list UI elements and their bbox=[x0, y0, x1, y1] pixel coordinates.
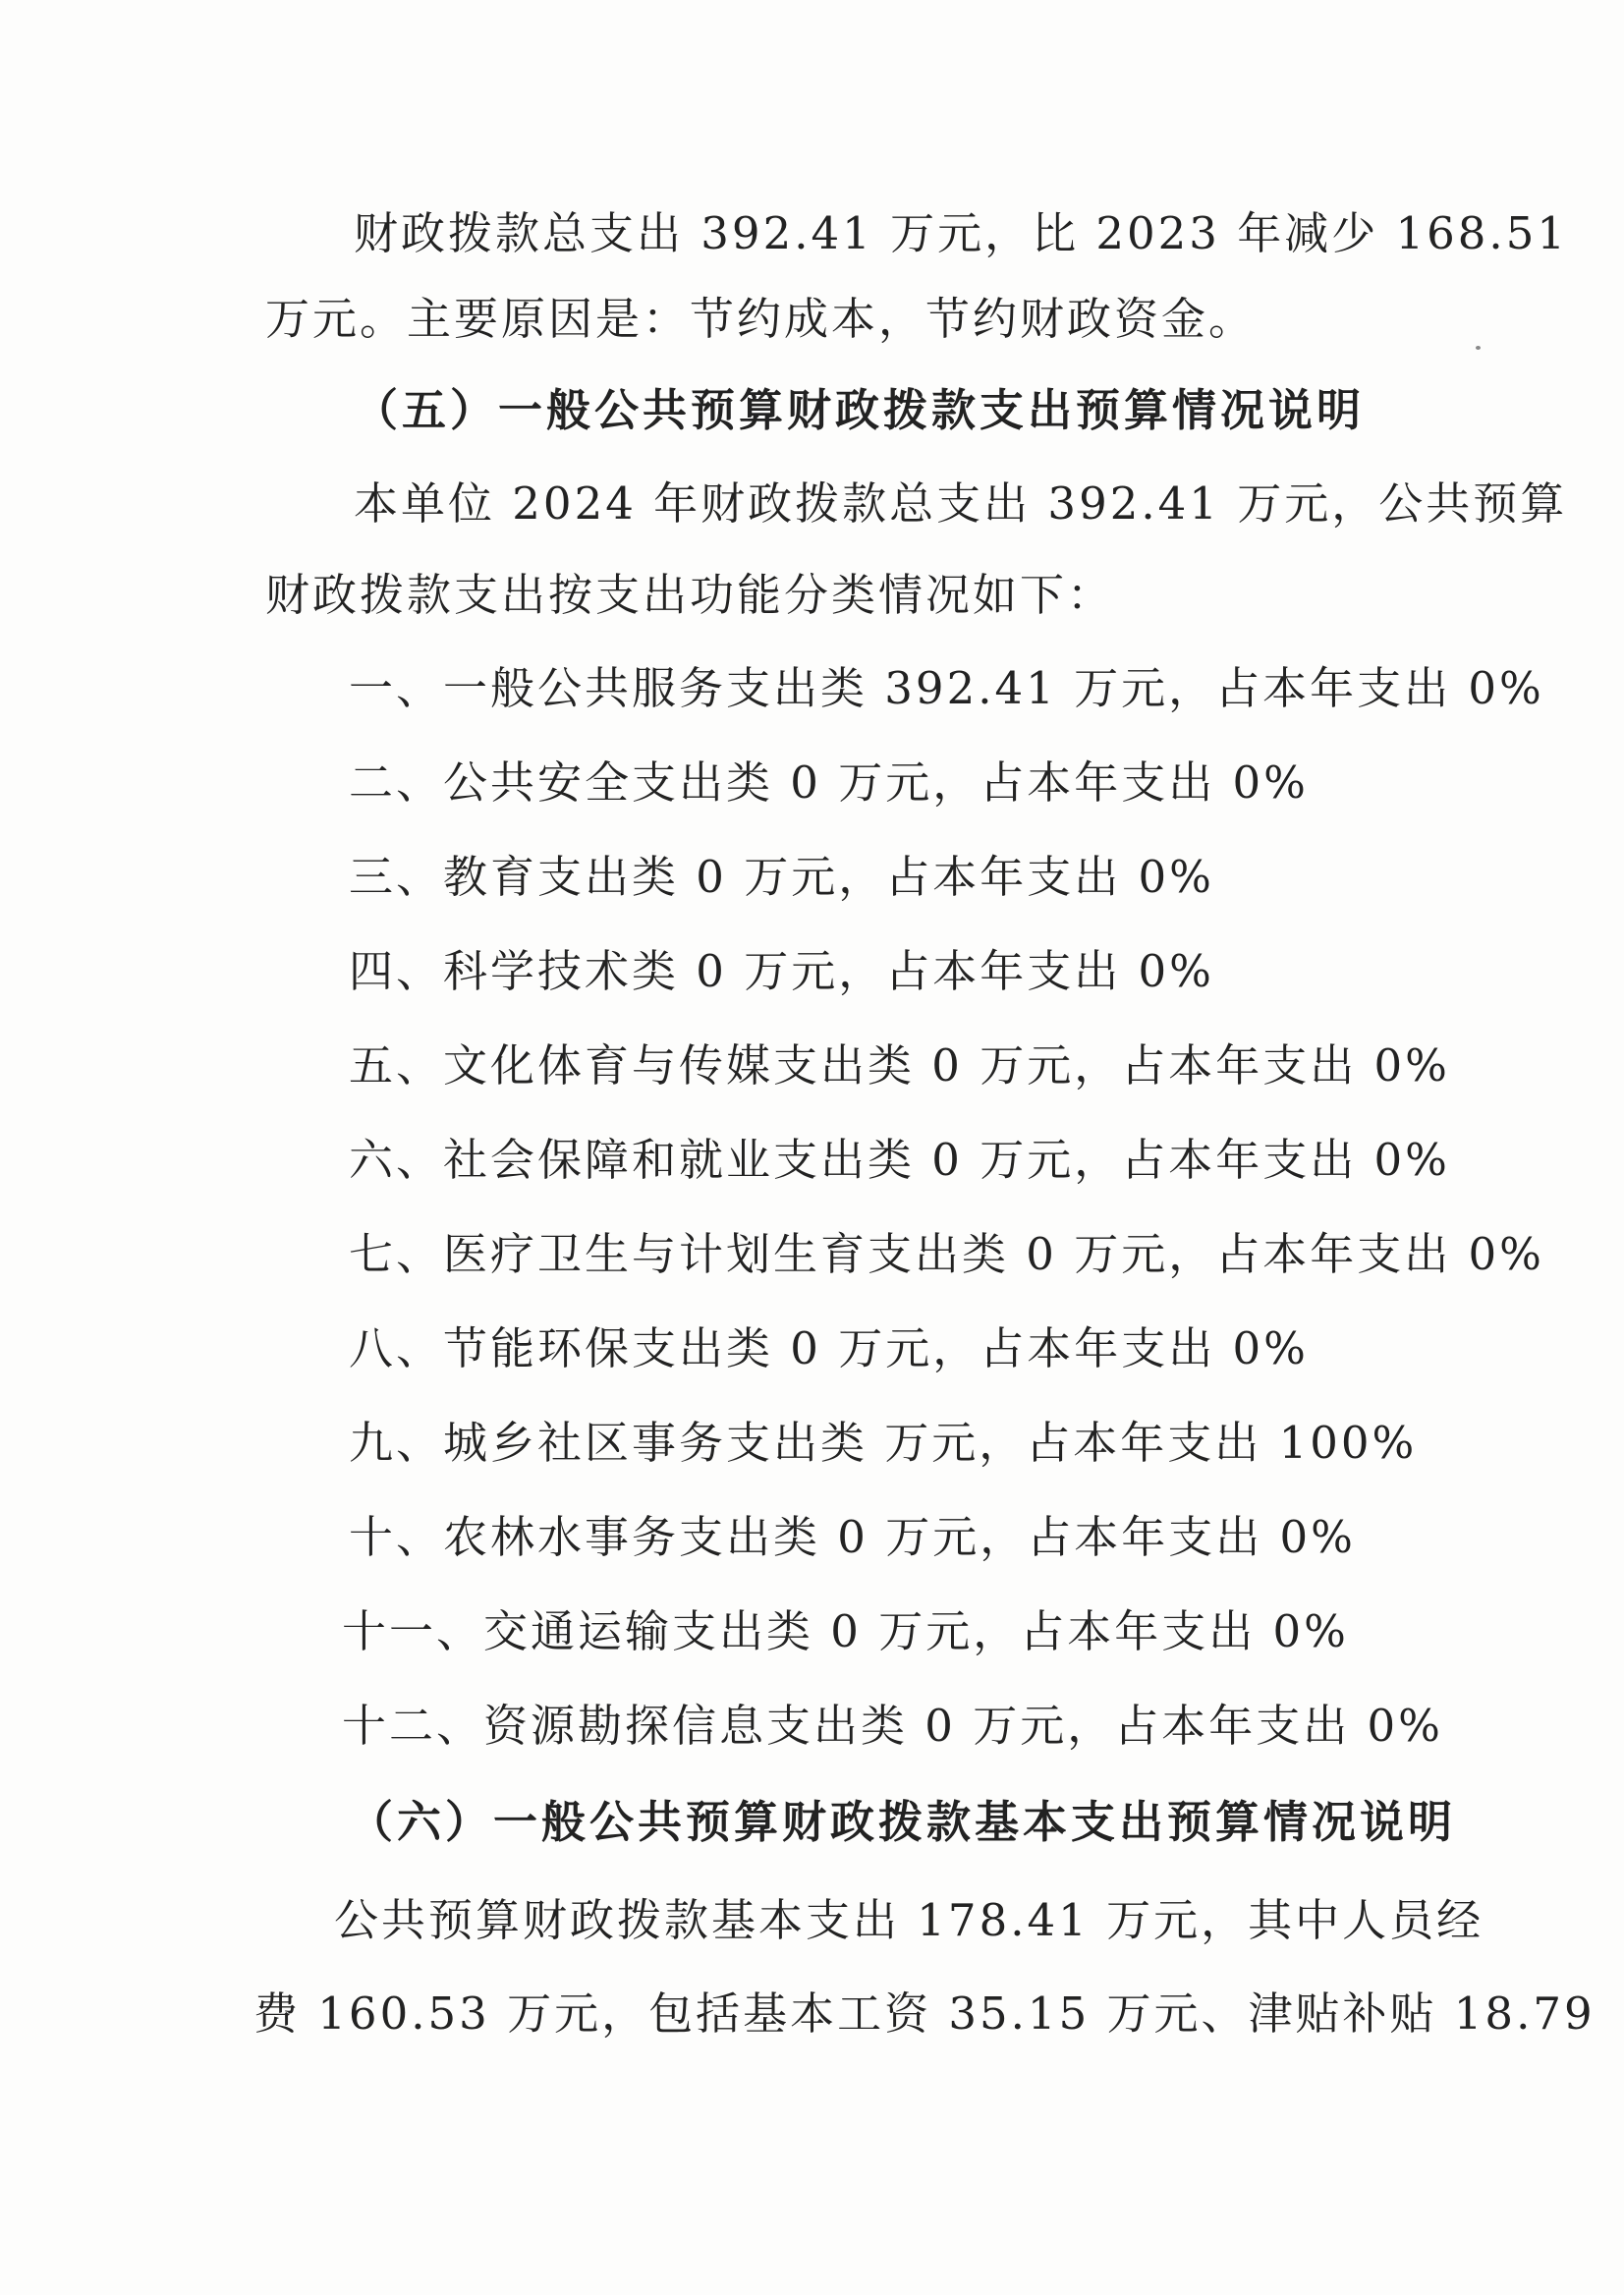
list-item: 四、科学技术类 0 万元，占本年支出 0% bbox=[349, 945, 1214, 997]
paragraph-line: 费 160.53 万元，包括基本工资 35.15 万元、津贴补贴 18.79 bbox=[253, 1987, 1596, 2040]
list-item: 五、文化体育与传媒支出类 0 万元，占本年支出 0% bbox=[349, 1039, 1450, 1092]
list-item: 三、教育支出类 0 万元，占本年支出 0% bbox=[349, 851, 1214, 903]
list-item: 九、城乡社区事务支出类 万元，占本年支出 100% bbox=[349, 1417, 1418, 1469]
list-item: 一、一般公共服务支出类 392.41 万元，占本年支出 0% bbox=[349, 662, 1544, 714]
list-item: 十一、交通运输支出类 0 万元，占本年支出 0% bbox=[342, 1605, 1349, 1657]
paragraph-line: 财政拨款总支出 392.41 万元，比 2023 年减少 168.51 bbox=[354, 207, 1568, 259]
section-heading-5: （五）一般公共预算财政拨款支出预算情况说明 bbox=[354, 384, 1366, 436]
paragraph-line: 万元。主要原因是：节约成本，节约财政资金。 bbox=[265, 293, 1257, 345]
list-item: 八、节能环保支出类 0 万元，占本年支出 0% bbox=[349, 1322, 1309, 1374]
paragraph-line: 财政拨款支出按支出功能分类情况如下： bbox=[265, 569, 1115, 621]
paragraph-line: 公共预算财政拨款基本支出 178.41 万元，其中人员经 bbox=[334, 1894, 1484, 1946]
list-item: 二、公共安全支出类 0 万元，占本年支出 0% bbox=[349, 756, 1309, 809]
section-heading-6: （六）一般公共预算财政拨款基本支出预算情况说明 bbox=[349, 1796, 1457, 1848]
list-item: 十二、资源勘探信息支出类 0 万元，占本年支出 0% bbox=[342, 1700, 1443, 1752]
paragraph-line: 本单位 2024 年财政拨款总支出 392.41 万元，公共预算 bbox=[354, 477, 1568, 530]
list-item: 十、农林水事务支出类 0 万元，占本年支出 0% bbox=[349, 1511, 1356, 1563]
list-item: 六、社会保障和就业支出类 0 万元，占本年支出 0% bbox=[349, 1134, 1450, 1186]
scan-speck bbox=[1476, 346, 1481, 350]
list-item: 七、医疗卫生与计划生育支出类 0 万元，占本年支出 0% bbox=[349, 1228, 1544, 1280]
